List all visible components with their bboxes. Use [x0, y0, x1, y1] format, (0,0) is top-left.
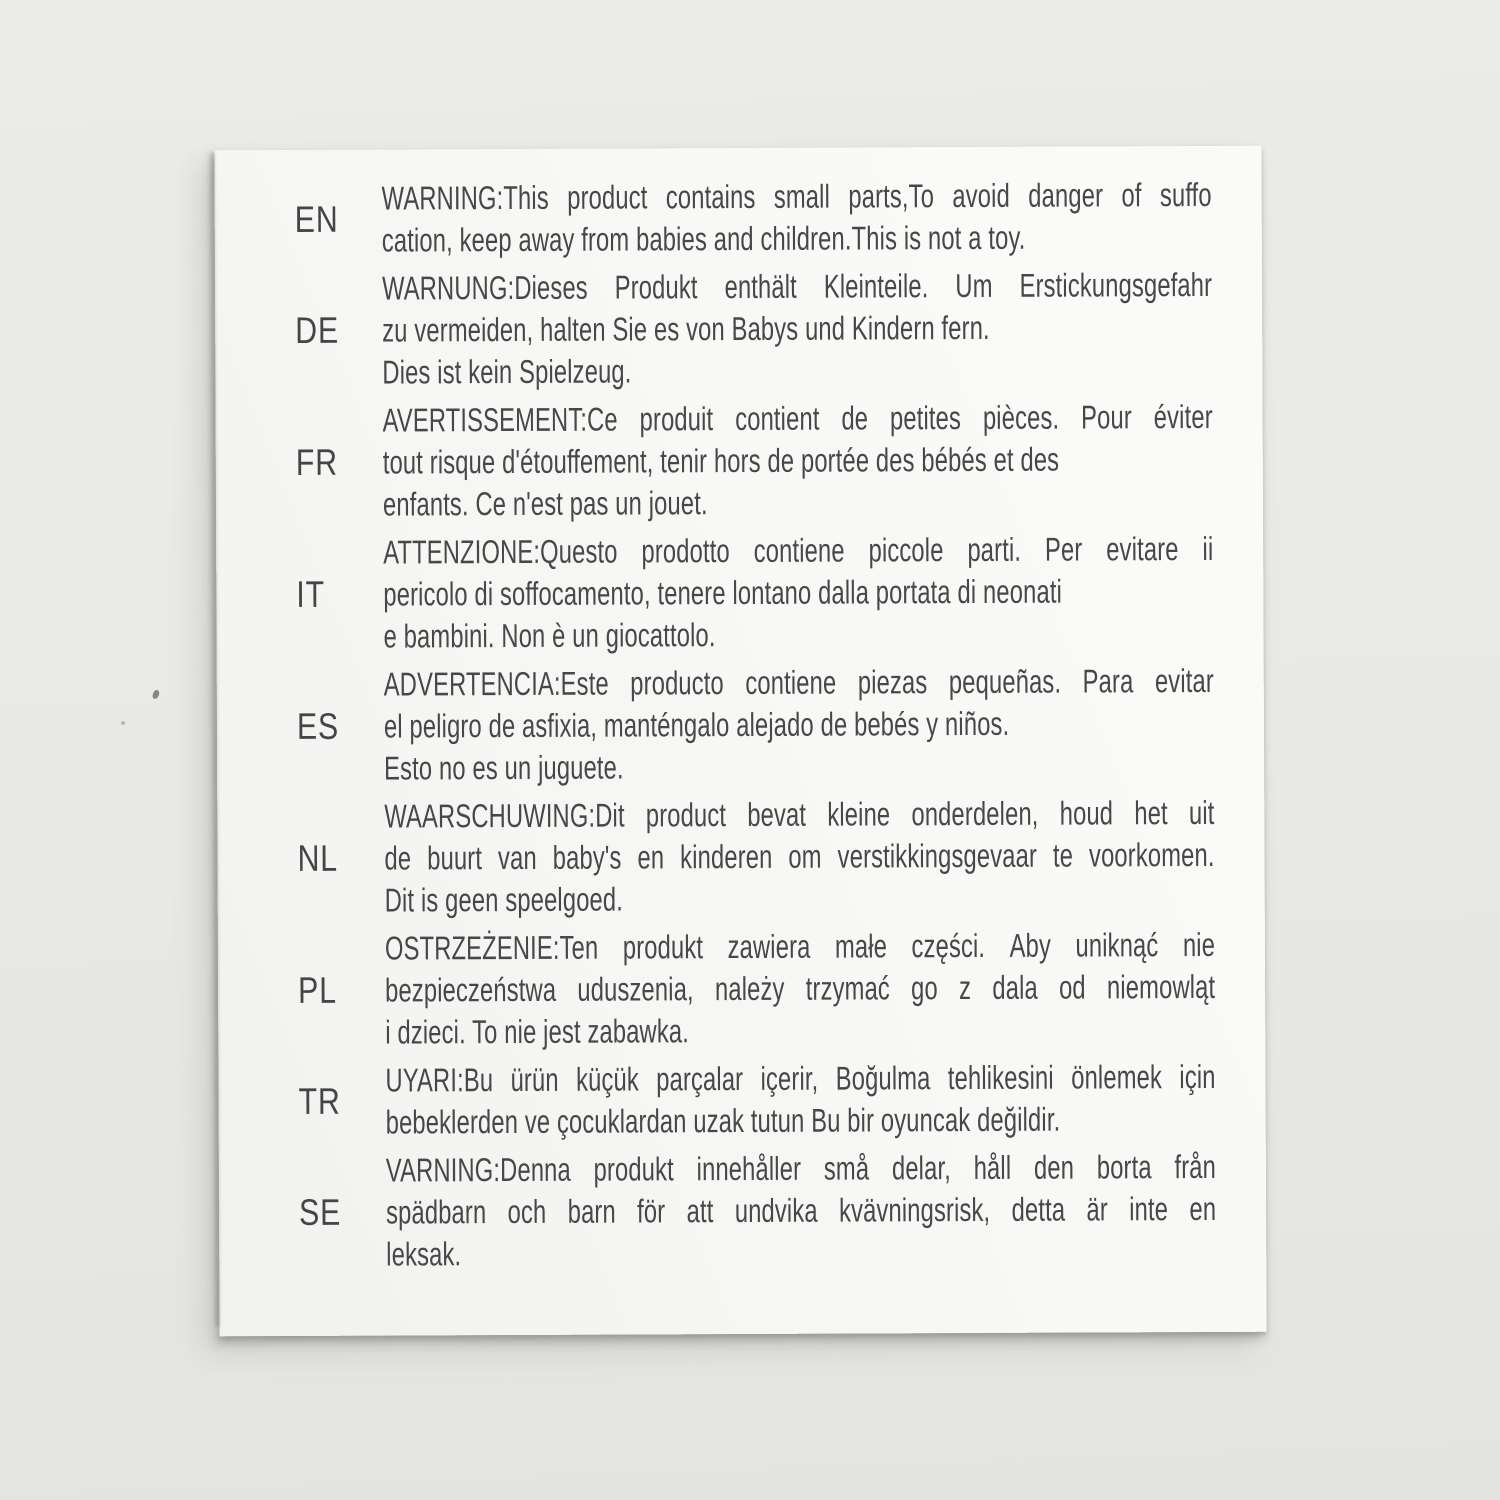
warning-text-de: [382, 264, 1213, 394]
language-code-pl: PL: [297, 969, 337, 1011]
label-content: [295, 174, 1217, 1282]
language-code-fr: FR: [295, 441, 338, 483]
warning-text-se: [386, 1146, 1217, 1276]
label-section-se: [299, 1146, 1217, 1276]
label-line: zu vermeiden, halten Sie es von Babys und Kindern fern.: [382, 308, 990, 349]
label-line: el peligro de asfixia, manténgalo alejado de bebés y niños.: [383, 704, 1010, 745]
warning-label-paper: [214, 146, 1266, 1337]
label-line: pericolo di soffocamento, tenere lontano dalla portata di neonati: [383, 572, 1063, 613]
label-line: leksak.: [386, 1235, 462, 1273]
label-section-fr: [296, 396, 1214, 526]
label-line: WARNING:This product contains small parts,To avoid danger of suffo: [381, 175, 1212, 217]
label-line: bebeklerden ve çocuklardan uzak tutun Bu bir oyuncak değildir.: [385, 1100, 1061, 1141]
label-line: cation, keep away from babies and children.This is not a toy.: [381, 218, 1026, 259]
label-section-es: [297, 660, 1215, 790]
language-code-se: SE: [298, 1191, 342, 1233]
label-line: de buurt van baby's en kinderen om verstikkingsgevaar te voorkomen.: [384, 835, 1215, 877]
label-section-pl: [298, 924, 1216, 1054]
label-line: bezpieczeństwa uduszenia, należy trzymać go z dala od niemowląt: [385, 967, 1216, 1009]
label-line: OSTRZEŻENIE:Ten produkt zawiera małe części. Aby uniknąć nie: [384, 925, 1216, 967]
label-line: ATTENZIONE:Questo prodotto contiene piccole parti. Per evitare ii: [383, 529, 1214, 571]
dust-speck: [152, 689, 160, 699]
label-line: WAARSCHUWING:Dit product bevat kleine onderdelen, houd het uit: [384, 793, 1215, 835]
language-code-tr: TR: [298, 1080, 341, 1122]
label-line: VARNING:Denna produkt innehåller små delar, håll den borta från: [385, 1147, 1217, 1189]
label-line: AVERTISSEMENT:Ce produit contient de petites pièces. Pour éviter: [382, 397, 1213, 439]
label-section-de: [295, 264, 1213, 394]
label-line: Esto no es un juguete.: [384, 748, 624, 787]
dust-speck: [121, 721, 125, 725]
language-code-de: DE: [295, 309, 340, 351]
warning-text-es: [384, 660, 1215, 790]
warning-text-tr: [385, 1056, 1215, 1144]
label-section-nl: [297, 792, 1215, 922]
language-code-en: EN: [294, 198, 339, 240]
warning-text-it: [383, 528, 1214, 658]
warning-text-nl: [384, 792, 1215, 922]
label-line: UYARI:Bu ürün küçük parçalar içerir, Boğulma tehlikesini önlemek için: [385, 1057, 1216, 1099]
label-line: tout risque d'étouffement, tenir hors de portée des bébés et des: [382, 440, 1060, 481]
label-section-it: [296, 528, 1214, 658]
language-code-it: IT: [296, 573, 326, 615]
label-line: e bambini. Non è un giocattolo.: [383, 616, 716, 655]
label-line: spädbarn och barn för att undvika kvävningsrisk, detta är inte en: [385, 1189, 1217, 1231]
label-section-tr: [298, 1056, 1215, 1144]
label-line: WARNUNG:Dieses Produkt enthält Kleinteile. Um Erstickungsgefahr: [381, 265, 1213, 307]
language-code-es: ES: [296, 705, 340, 747]
label-line: Dies ist kein Spielzeug.: [382, 352, 632, 391]
label-line: Dit is geen speelgoed.: [384, 880, 624, 919]
label-line: ADVERTENCIA:Este producto contiene piezas pequeñas. Para evitar: [383, 661, 1214, 703]
label-line: enfants. Ce n'est pas un jouet.: [382, 484, 708, 523]
warning-text-fr: [383, 396, 1214, 526]
warning-text-pl: [385, 924, 1216, 1054]
label-section-en: [295, 174, 1212, 262]
warning-text-en: [382, 174, 1212, 262]
label-line: i dzieci. To nie jest zabawka.: [385, 1012, 690, 1051]
language-code-nl: NL: [297, 837, 339, 879]
